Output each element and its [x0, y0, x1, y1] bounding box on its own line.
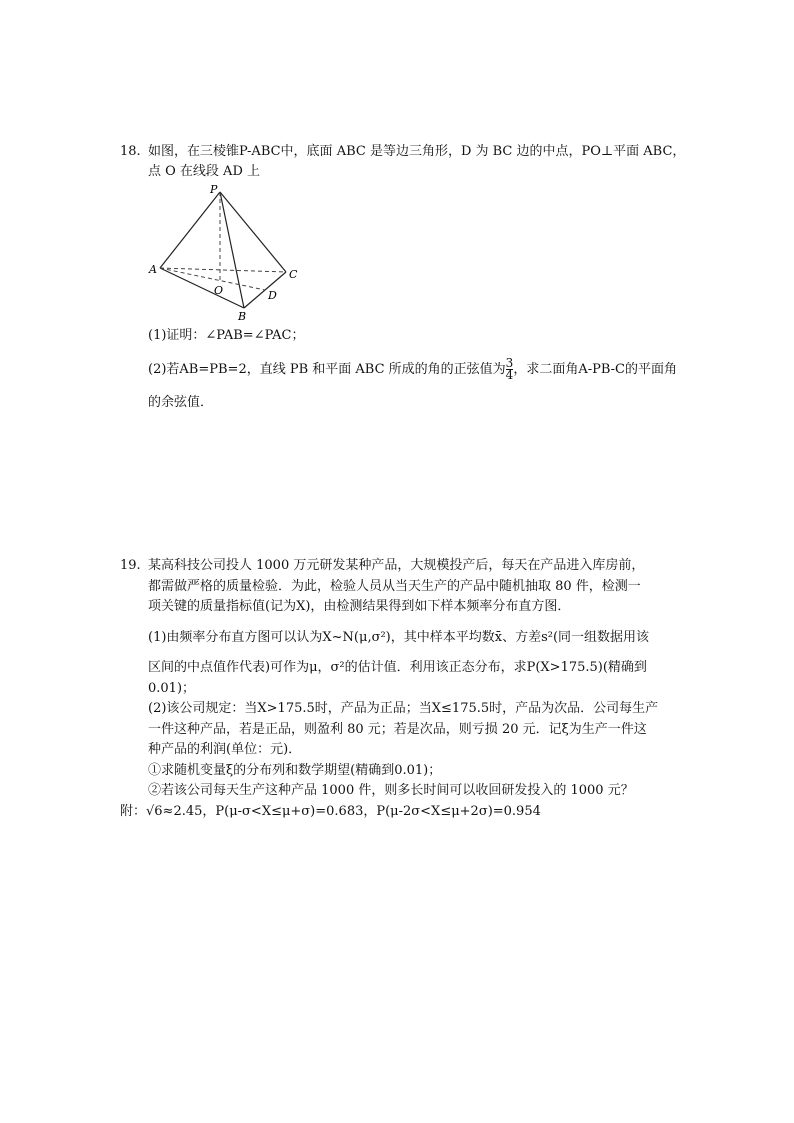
label-d: D: [268, 289, 277, 302]
label-c: C: [289, 268, 298, 281]
edge-pc: [220, 192, 286, 272]
label-o: O: [214, 284, 224, 297]
question-number: 18.: [120, 144, 141, 159]
part-2-line: 的余弦值．: [148, 395, 214, 410]
question-19: [120, 556, 680, 822]
question-line: 种产品的利润(单位：元)．: [148, 742, 302, 757]
edge-pb: [220, 192, 244, 308]
question-line: 区间的中点值作代表)可作为μ，σ²的估计值．利用该正态分布，求P(X>175.5)(精确到: [148, 660, 647, 675]
question-line: ①求随机变量ξ的分布列和数学期望(精确到0.01)；: [148, 762, 442, 778]
label-b: B: [238, 310, 247, 322]
question-line: 一件这种产品，若是正品，则盈利 80 元；若是次品，则亏损 20 元．记ξ为生产一件这: [148, 721, 647, 737]
question-line: 0.01)；: [148, 680, 196, 696]
part-1: (1)证明：∠PAB=∠PAC；: [148, 328, 305, 343]
part-2-text: ，求二面角A-PB-C的平面角: [513, 362, 677, 377]
question-stem-line: 如图，在三棱锥P-ABC中，底面 ABC 是等边三角形，D 为 BC 边的中点，PO⊥平面 ABC，: [148, 144, 686, 159]
part-2-line: [148, 358, 680, 381]
question-18-parts: [120, 326, 680, 413]
question-line: 附：√6≈2.45，P(μ-σ<X≤μ+σ)=0.683，P(μ-2σ<X≤μ+2σ)=0.954: [120, 803, 541, 819]
question-line: (2)该公司规定：当X>175.5时，产品为正品；当X≤175.5时，产品为次品．公司每生产: [148, 701, 659, 716]
part-2-text: (2)若AB=PB=2，直线 PB 和平面 ABC 所成的角的正弦值为: [148, 362, 506, 377]
question-line: 都需做严格的质量检验．为此，检验人员从当天生产的产品中随机抽取 80 件，检测一: [148, 578, 641, 594]
question-18: [120, 142, 686, 182]
segment-ad-hidden: [160, 268, 265, 290]
edge-ab: [160, 268, 244, 308]
fraction-denominator: 4: [505, 368, 514, 382]
question-line: (1)由频率分布直方图可以认为X~N(μ,σ²)，其中样本平均数x̄、方差s²(同一组数据用该: [148, 629, 650, 645]
question-line: 某高科技公司投人 1000 万元研发某种产品，大规模投产后，每天在产品进入库房前，: [148, 558, 645, 573]
label-p: P: [210, 183, 218, 196]
edge-ac-hidden: [160, 268, 286, 272]
tetrahedron-figure: [146, 182, 306, 322]
label-a: A: [149, 263, 157, 276]
fraction-numerator: 3: [505, 356, 514, 370]
question-line: 项关键的质量指标值(记为X)，由检测结果得到如下样本频率分布直方图．: [148, 599, 571, 614]
question-stem-line: 点 O 在线段 AD 上: [148, 164, 260, 179]
edge-pa: [160, 192, 220, 268]
question-number: 19.: [120, 558, 141, 573]
question-line: ②若该公司每天生产这种产品 1000 件，则多长时间可以收回研发投入的 1000 元？: [148, 783, 634, 798]
